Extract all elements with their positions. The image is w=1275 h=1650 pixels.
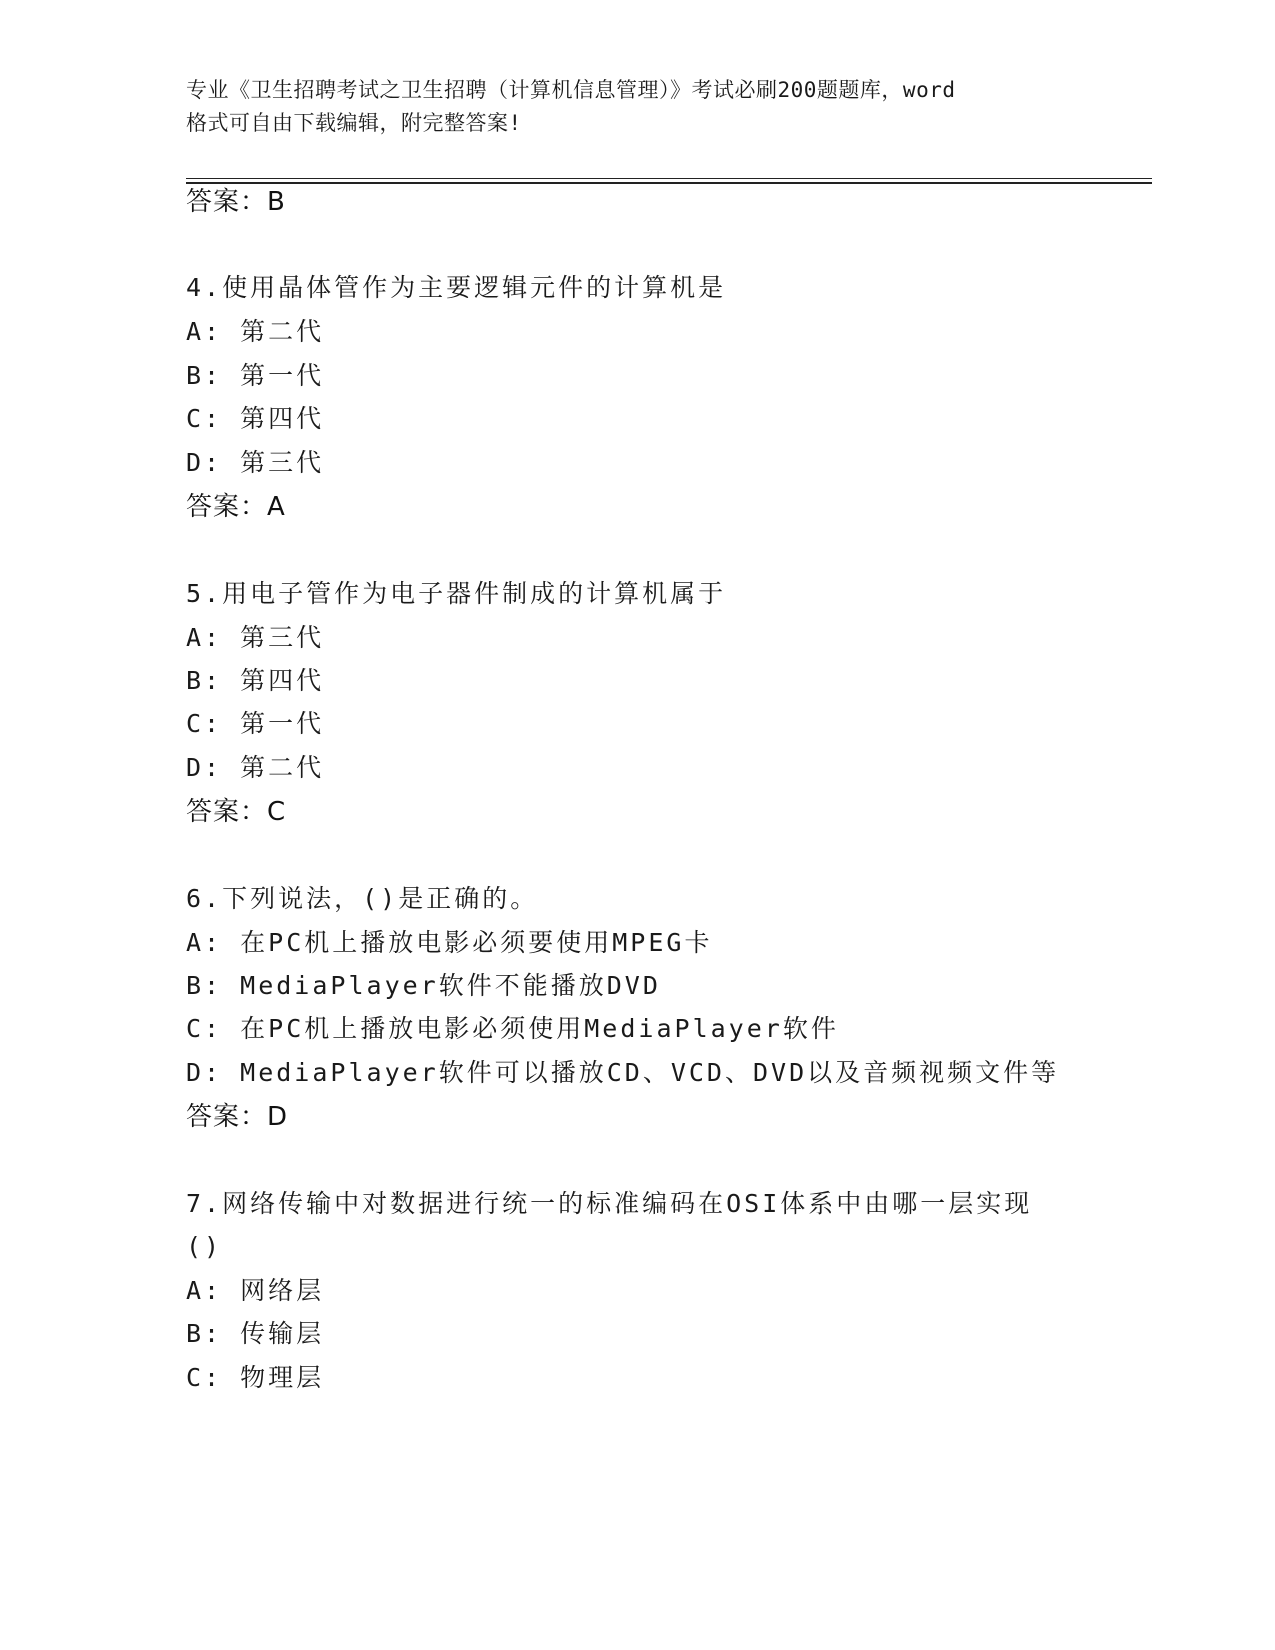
question-stem: 7.网络传输中对数据进行统一的标准编码在OSI体系中由哪一层实现 (186, 1189, 1033, 1218)
option-line: C: 第一代 (186, 709, 325, 738)
option-line: B: 传输层 (186, 1319, 325, 1348)
header-divider (186, 178, 1152, 184)
answer-line: 答案：C (186, 797, 287, 827)
answer-line: 答案：D (186, 1102, 289, 1132)
option-line: B: 第一代 (186, 361, 325, 390)
header-line-2: 格式可自由下载编辑，附完整答案! (186, 111, 522, 135)
question-stem: 6.下列说法，()是正确的。 (186, 884, 539, 913)
option-line: B: 第四代 (186, 666, 325, 695)
option-line: A: 第二代 (186, 317, 325, 346)
question-stem: 4.使用晶体管作为主要逻辑元件的计算机是 (186, 273, 727, 302)
option-line: D: 第二代 (186, 753, 325, 782)
document-header (186, 74, 1086, 140)
option-line: C: 在PC机上播放电影必须使用MediaPlayer软件 (186, 1014, 839, 1043)
option-line: C: 第四代 (186, 404, 325, 433)
option-line: B: MediaPlayer软件不能播放DVD (186, 971, 661, 1000)
option-line: D: MediaPlayer软件可以播放CD、VCD、DVD以及音频视频文件等 (186, 1058, 1060, 1087)
answer-line: 答案：A (186, 492, 286, 522)
option-line: A: 网络层 (186, 1276, 325, 1305)
question-stem-continuation: () (186, 1232, 223, 1261)
option-line: D: 第三代 (186, 448, 325, 477)
option-line: A: 第三代 (186, 623, 325, 652)
answer-line: 答案：B (186, 187, 286, 217)
option-line: A: 在PC机上播放电影必须要使用MPEG卡 (186, 928, 713, 957)
question-stem: 5.用电子管作为电子器件制成的计算机属于 (186, 579, 727, 608)
header-line-1: 专业《卫生招聘考试之卫生招聘（计算机信息管理）》考试必刷200题题库，word (186, 78, 956, 102)
option-line: C: 物理层 (186, 1363, 325, 1392)
